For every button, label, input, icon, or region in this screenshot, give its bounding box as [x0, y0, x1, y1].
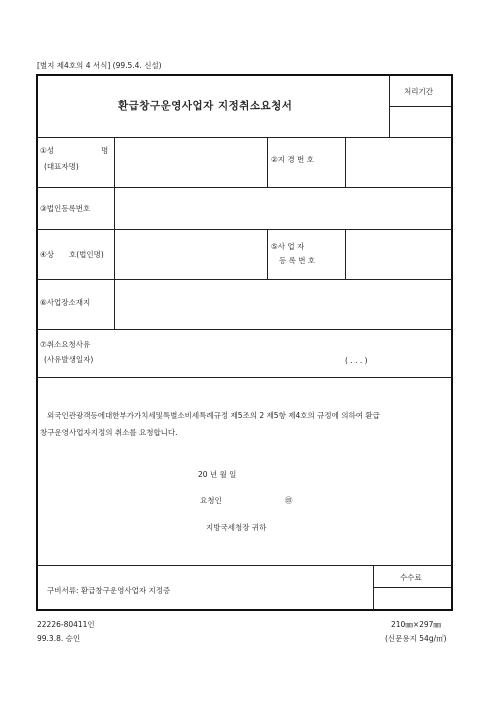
cancel-date-field[interactable]: ( . . . ): [345, 356, 368, 365]
resident-number-field[interactable]: [348, 140, 448, 185]
body-text-line2: 창구운영사업자지정의 취소를 요청합니다.: [40, 428, 178, 437]
corp-reg-number-field[interactable]: [117, 190, 448, 227]
name-sub-label: (대표자명): [44, 162, 79, 171]
biz-reg-label-line1: ⑤사 업 자: [271, 242, 305, 251]
processing-period-label: 처리기간: [404, 87, 433, 96]
name-field[interactable]: [117, 140, 264, 185]
form-title: 환급창구운영사업자 지정취소요청서: [118, 100, 293, 112]
date-line[interactable]: 20 년 월 일: [198, 470, 237, 479]
fee-label: 수수료: [400, 573, 422, 582]
trade-name-label-part2: 호(법인명): [69, 250, 104, 259]
trade-name-label-part1: ④상: [40, 250, 54, 259]
biz-reg-number-field[interactable]: [348, 232, 448, 277]
footer-form-number: 22226-80411인: [37, 620, 95, 629]
cancel-date-label: (사유발생일자): [44, 355, 94, 364]
addressee: 지방국세청장 귀하: [206, 523, 267, 532]
biz-location-label: ⑥사업장소재지: [40, 298, 91, 307]
biz-reg-label-line2: 등 록 번 호: [279, 256, 316, 265]
biz-location-field[interactable]: [117, 282, 448, 327]
form-header-note: [별지 제4호의 4 서식] (99.5.4. 신설): [37, 61, 162, 70]
requester-label: 요청인: [200, 496, 222, 505]
resident-number-label: ②지 경 번 호: [271, 155, 314, 164]
trade-name-field[interactable]: [117, 232, 264, 277]
cancel-reason-label: ⑦취소요청사유: [40, 340, 91, 349]
name-label-part2: 명: [101, 146, 109, 155]
footer-paper-type: (신문용지 54g/㎡): [385, 634, 447, 643]
attachments-text: 구비서류: 환급창구운영사업자 지정증: [47, 586, 171, 595]
body-text-line1: 외국인관광객등에대한부가가치세및특별소비세특례규정 제5조의 2 제5항 제4호의 규정에 의하여 환급: [47, 411, 380, 420]
name-label-part1: ①성: [40, 146, 54, 155]
corp-reg-number-label: ③법인등록번호: [40, 204, 91, 213]
footer-approval-date: 99.3.8. 승인: [37, 634, 81, 643]
cancel-reason-field[interactable]: [117, 332, 337, 375]
footer-paper-size: 210㎜×297㎜: [391, 620, 441, 629]
seal-mark: ㊞: [285, 496, 293, 505]
